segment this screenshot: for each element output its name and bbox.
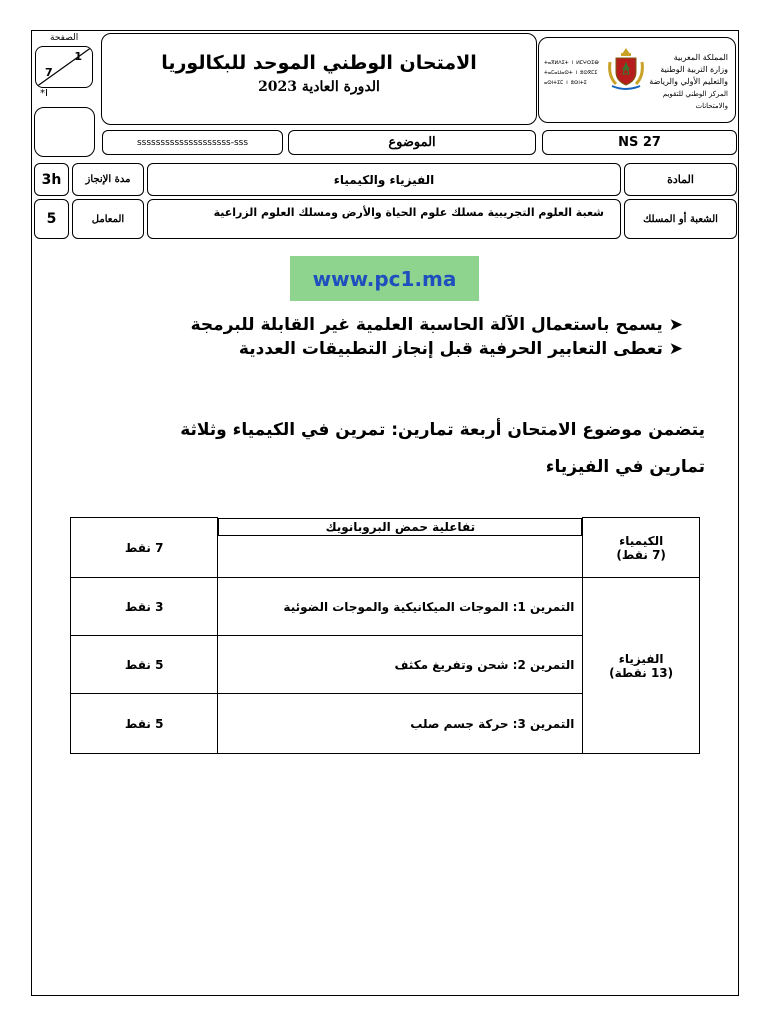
branch-name: شعبة العلوم التجريبية مسلك علوم الحياة والأرض ومسلك العلوم الزراعية — [147, 199, 621, 239]
instruction-item: ➤ تعطى التعابير الحرفية قبل إنجاز التطبيقات العددية — [238, 339, 683, 359]
page-total: 7 — [45, 66, 53, 79]
duration-value: 3h — [34, 163, 69, 196]
intro-text: يتضمن موضوع الامتحان أربعة تمارين: تمرين في الكيمياء وثلاثة تمارين في الفيزياء — [180, 420, 705, 477]
blank-box — [34, 107, 95, 157]
website-link[interactable]: www.pc1.ma — [290, 256, 479, 301]
instruction-item: ➤ يسمح باستعمال الآلة الحاسبة العلمية غير القابلة للبرمجة — [190, 315, 683, 335]
physics-cell: الفيزياء (13 نقطة) — [583, 578, 700, 754]
exam-title: الامتحان الوطني الموحد للبكالوريا — [161, 52, 477, 74]
table-row — [71, 518, 700, 578]
physics-exercise: التمرين 1: الموجات الميكانيكية والموجات الضوئية — [218, 578, 583, 636]
coef-label: المعامل — [72, 199, 144, 239]
session-label: الدورة العادية 2023 — [258, 79, 380, 95]
page-current: 1 — [74, 50, 82, 63]
page-label: الصفحة — [50, 33, 79, 43]
table-row — [71, 578, 700, 636]
physics-exercise: التمرين 2: شحن وتفريغ مكثف — [218, 636, 583, 694]
page-mark: *I — [40, 88, 48, 99]
arrow-bullet-icon: ➤ — [662, 339, 683, 359]
physics-score: 3 نقط — [71, 578, 218, 636]
ministry-tifinagh: ⵜⴰⴳⵍⴷⵉⵜ ⵏ ⵍⵎⵖⵔⵉⴱ ⵜⴰⵎⴰⵡⴰⵙⵜ ⵏ ⵓⵙⴳⵎⵉ ⴰⵙⵏⵜⵉⵎ ⵏ ⵓⵙⵏⵜⵉ — [544, 60, 599, 86]
physics-score: 5 نقط — [71, 694, 218, 754]
ministry-arabic: المملكة المغربية وزارة التربية الوطنية والتعليم الأولي والرياضة المركز الوطني للتقويم والامتحانات — [649, 53, 728, 110]
coat-of-arms-icon — [606, 44, 646, 94]
exam-code: NS 27 — [542, 130, 737, 155]
page-number-box — [35, 46, 93, 88]
code-field: ssssssssssssssssssss-sss — [102, 130, 283, 155]
branch-label: الشعبة أو المسلك — [624, 199, 737, 239]
coef-value: 5 — [34, 199, 69, 239]
subject-label: الموضوع — [288, 130, 536, 155]
exercises-table — [70, 517, 700, 754]
title-box — [101, 33, 537, 125]
chemistry-cell: الكيمياء (7 نقط) — [583, 518, 700, 578]
arrow-bullet-icon: ➤ — [662, 315, 683, 335]
subject-field-label: المادة — [624, 163, 737, 196]
subject-name: الفيزياء والكيمياء — [147, 163, 621, 196]
duration-label: مدة الإنجاز — [72, 163, 144, 196]
instructions-list — [191, 313, 683, 361]
physics-exercise: التمرين 3: حركة جسم صلب — [218, 694, 583, 754]
chemistry-score: 7 نقط — [71, 518, 218, 578]
chemistry-exercise: تفاعلية حمض البروبانويك — [218, 518, 582, 536]
physics-score: 5 نقط — [71, 636, 218, 694]
